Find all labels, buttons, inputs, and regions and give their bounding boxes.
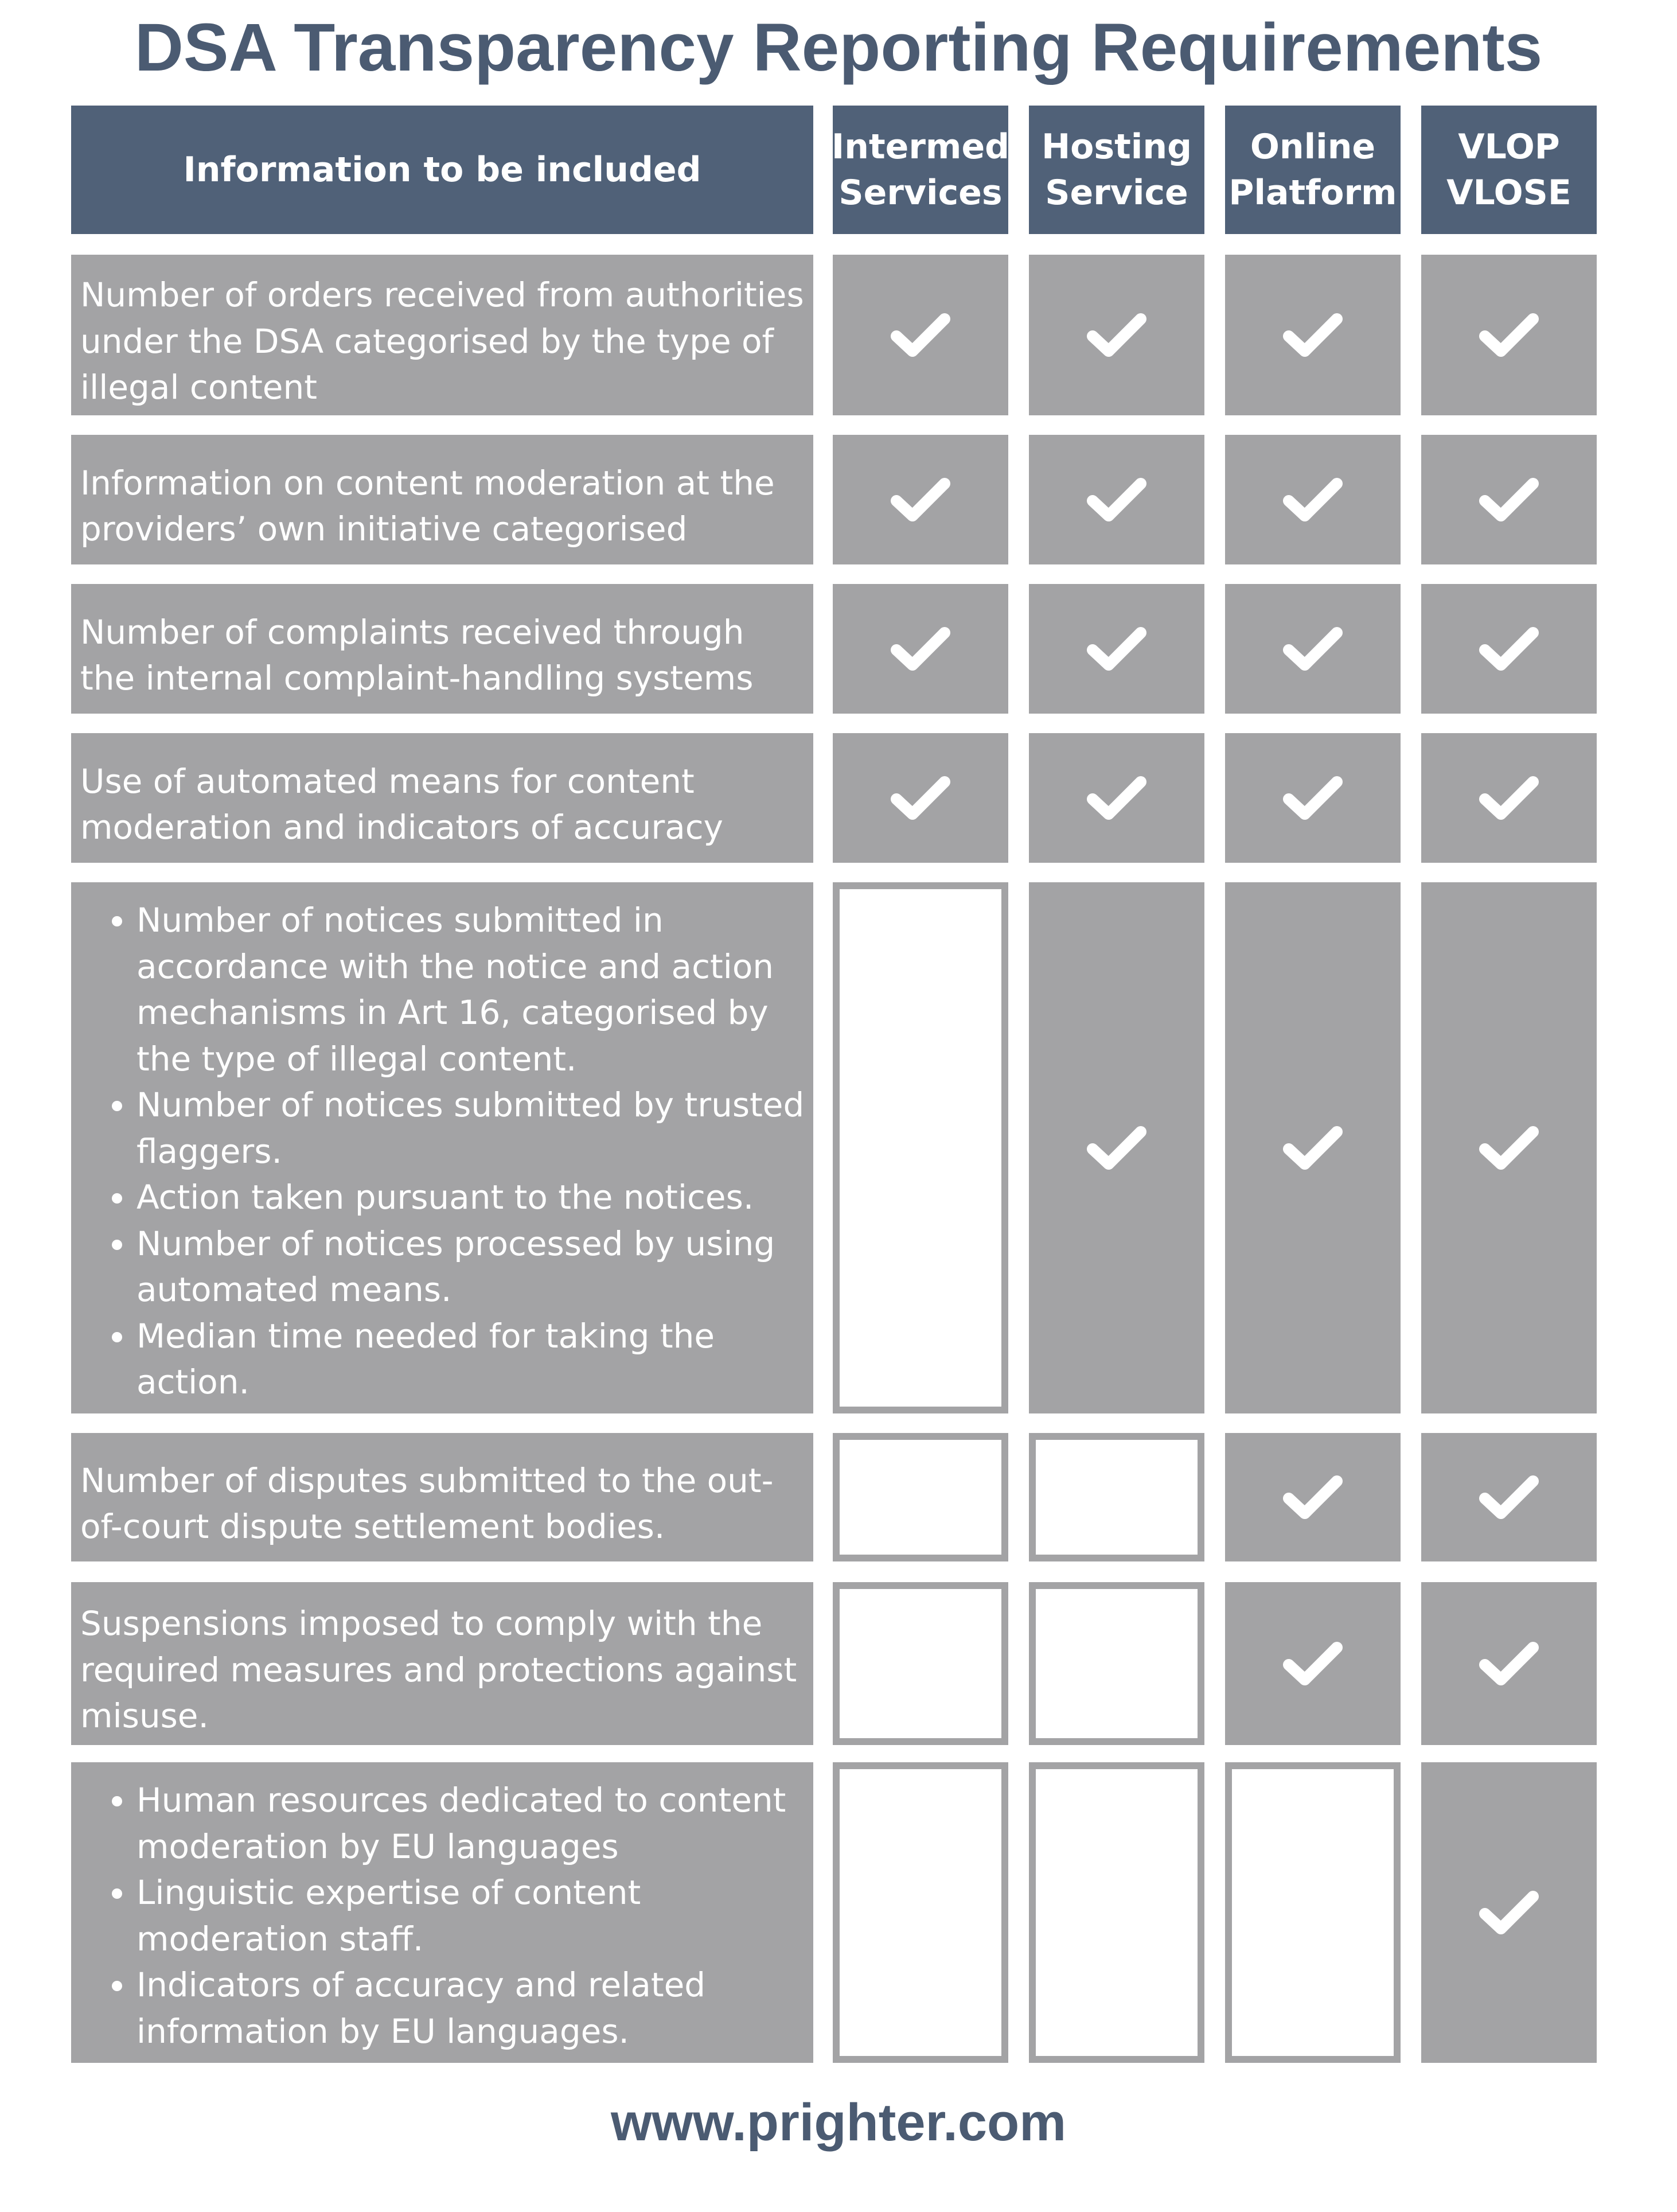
row-5-intermediary-services-empty [833, 882, 1008, 1413]
check-icon [1283, 477, 1343, 523]
check-icon [1087, 312, 1146, 358]
bullet-item: • Number of notices processed by using automated means. [136, 1221, 805, 1313]
row-8-hosting-service-empty [1029, 1762, 1204, 2063]
header-hosting-service [1029, 106, 1204, 234]
row-3-info [71, 584, 813, 714]
row-2-info [71, 435, 813, 564]
header-vlop-vlose [1421, 106, 1597, 234]
row-6-vlop-vlose-checked [1421, 1433, 1597, 1561]
row-text: Number of complaints received through the internal complaint-handling systems [80, 612, 754, 698]
check-icon [1479, 1641, 1539, 1687]
check-icon [1087, 1125, 1146, 1171]
row-3-hosting-service-checked [1029, 584, 1204, 714]
row-7-vlop-vlose-checked [1421, 1582, 1597, 1745]
row-6-online-platform-checked [1225, 1433, 1401, 1561]
header-line2: VLOSE [1446, 173, 1571, 213]
row-8-intermediary-services-empty [833, 1762, 1008, 2063]
check-icon [891, 626, 950, 672]
page-title: DSA Transparency Reporting Requirements [134, 10, 1543, 85]
check-icon [1479, 312, 1539, 358]
row-3-intermediary-services-checked [833, 584, 1008, 714]
row-1-info [71, 255, 813, 415]
row-8-vlop-vlose-checked [1421, 1762, 1597, 2063]
bullet-list [80, 1777, 805, 2054]
row-6-hosting-service-empty [1029, 1433, 1204, 1561]
row-8-info [71, 1762, 813, 2063]
check-icon [1479, 1125, 1539, 1171]
row-7-info [71, 1582, 813, 1745]
check-icon [1479, 1890, 1539, 1935]
row-7-intermediary-services-empty [833, 1582, 1008, 1745]
row-text: Use of automated means for content moderation and indicators of accuracy [80, 761, 723, 847]
row-4-hosting-service-checked [1029, 733, 1204, 863]
check-icon [1479, 477, 1539, 523]
check-icon [891, 312, 950, 358]
row-text: Number of orders received from authorities under the DSA categorised by the type of illegal content [80, 275, 804, 407]
footer-url[interactable]: www.prighter.com [610, 2093, 1067, 2152]
bullet-item: • Action taken pursuant to the notices. [136, 1174, 805, 1221]
bullet-item: • Median time needed for taking the action. [136, 1313, 805, 1405]
row-8-online-platform-empty [1225, 1762, 1401, 2063]
row-5-online-platform-checked [1225, 882, 1401, 1413]
row-4-info [71, 733, 813, 863]
header-line2: Platform [1228, 173, 1397, 213]
check-icon [1087, 477, 1146, 523]
check-icon [1283, 1125, 1343, 1171]
bullet-item: • Number of notices submitted by trusted flaggers. [136, 1082, 805, 1174]
row-4-online-platform-checked [1225, 733, 1401, 863]
check-icon [1283, 1474, 1343, 1520]
row-1-online-platform-checked [1225, 255, 1401, 415]
check-icon [1479, 626, 1539, 672]
check-icon [1283, 775, 1343, 821]
bullet-item: • Number of notices submitted in accordance with the notice and action mechanisms in Art 16, categorised by the type of illegal content. [136, 897, 805, 1082]
row-2-vlop-vlose-checked [1421, 435, 1597, 564]
check-icon [1283, 312, 1343, 358]
header-intermediary-services [833, 106, 1008, 234]
row-7-online-platform-checked [1225, 1582, 1401, 1745]
row-2-online-platform-checked [1225, 435, 1401, 564]
row-5-vlop-vlose-checked [1421, 882, 1597, 1413]
row-text: Information on content moderation at the providers’ own initiative categorised [80, 463, 775, 548]
header-line1: VLOP [1458, 127, 1560, 167]
header-line2: Services [838, 173, 1003, 213]
header-line1: Intermed [831, 127, 1010, 167]
row-6-intermediary-services-empty [833, 1433, 1008, 1561]
row-5-hosting-service-checked [1029, 882, 1204, 1413]
row-7-hosting-service-empty [1029, 1582, 1204, 1745]
header-line2: Service [1045, 173, 1188, 213]
bullet-item: • Human resources dedicated to content moderation by EU languages [136, 1777, 805, 1870]
bullet-item: • Linguistic expertise of content moderation staff. [136, 1870, 805, 1962]
row-2-intermediary-services-checked [833, 435, 1008, 564]
header-line1: Hosting [1041, 127, 1192, 167]
row-text: Suspensions imposed to comply with the required measures and protections against misuse. [80, 1604, 797, 1736]
row-1-vlop-vlose-checked [1421, 255, 1597, 415]
header-line1: Online [1250, 127, 1376, 167]
check-icon [1087, 775, 1146, 821]
header-info-label: Information to be included [183, 150, 701, 190]
check-icon [1479, 775, 1539, 821]
row-1-hosting-service-checked [1029, 255, 1204, 415]
row-2-hosting-service-checked [1029, 435, 1204, 564]
check-icon [1087, 626, 1146, 672]
check-icon [1283, 1641, 1343, 1687]
header-info [71, 106, 813, 234]
check-icon [1479, 1474, 1539, 1520]
check-icon [1283, 626, 1343, 672]
row-4-vlop-vlose-checked [1421, 733, 1597, 863]
row-5-info [71, 882, 813, 1413]
bullet-list [80, 897, 805, 1405]
row-3-vlop-vlose-checked [1421, 584, 1597, 714]
row-1-intermediary-services-checked [833, 255, 1008, 415]
check-icon [891, 477, 950, 523]
row-3-online-platform-checked [1225, 584, 1401, 714]
row-4-intermediary-services-checked [833, 733, 1008, 863]
header-online-platform [1225, 106, 1401, 234]
row-6-info [71, 1433, 813, 1561]
check-icon [891, 775, 950, 821]
row-text: Number of disputes submitted to the out-of-court dispute settlement bodies. [80, 1461, 774, 1546]
bullet-item: • Indicators of accuracy and related information by EU languages. [136, 1962, 805, 2054]
